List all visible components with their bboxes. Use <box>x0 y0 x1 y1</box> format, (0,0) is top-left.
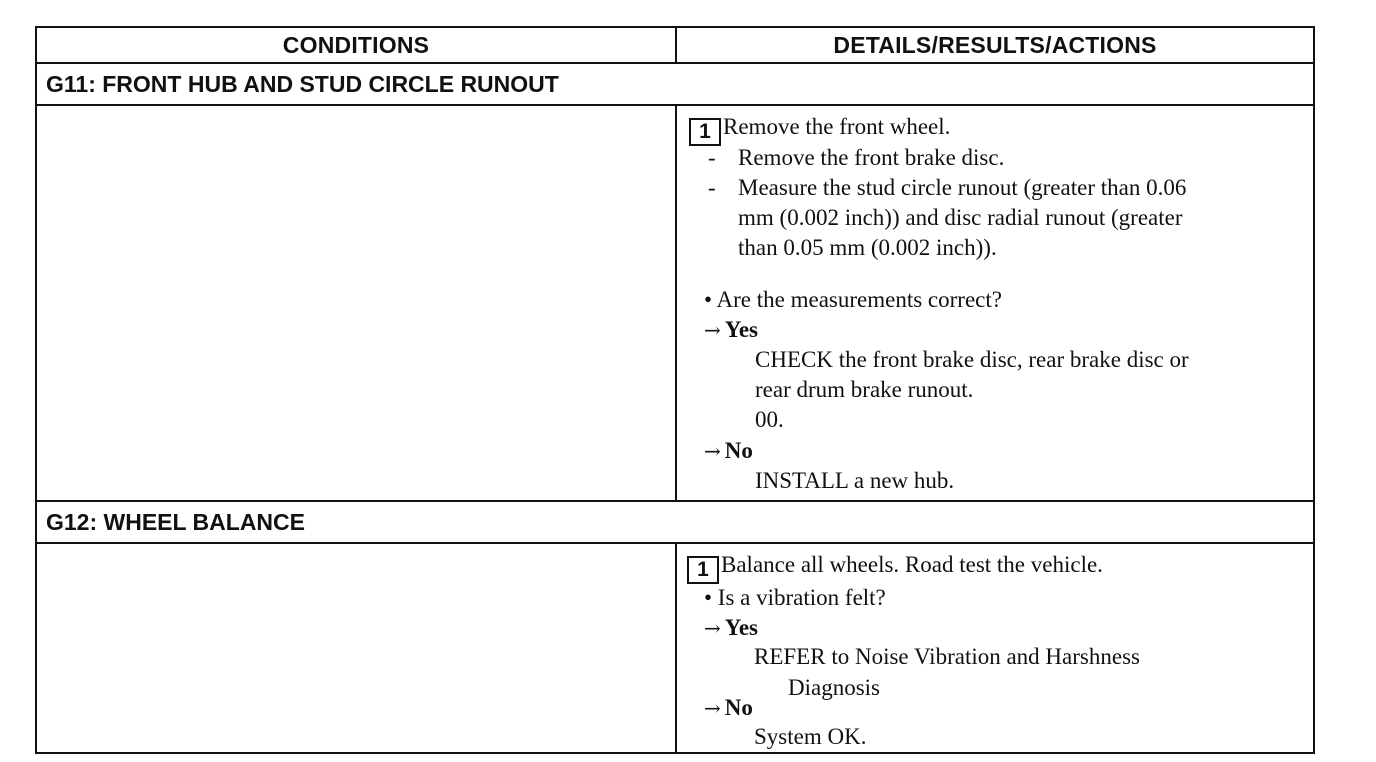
g11-substep-1-text: Remove the front brake disc. <box>738 145 1005 170</box>
g11-question: • Are the measurements correct? <box>704 287 1002 312</box>
g11-substep-1 <box>708 143 1004 173</box>
g11-conditions-cell <box>37 106 677 500</box>
g11-yes-line-2: rear drum brake runout. <box>755 377 974 402</box>
g12-step-text: Balance all wheels. Road test the vehicle. <box>721 552 1103 577</box>
g11-substep-2 <box>708 173 1186 203</box>
g11-no-branch <box>704 436 753 466</box>
dash-bullet: - <box>708 145 716 170</box>
diagnostic-table <box>35 26 1315 754</box>
conditions-column-header: CONDITIONS <box>37 28 677 62</box>
g11-step-text: Remove the front wheel. <box>723 114 951 139</box>
g11-details-cell <box>677 106 1313 500</box>
g11-no-label: No <box>724 438 753 463</box>
g12-yes-line-2: Diagnosis <box>788 675 880 700</box>
g12-yes-branch <box>704 613 758 643</box>
g12-question: • Is a vibration felt? <box>704 585 886 610</box>
g11-yes-line-1: CHECK the front brake disc, rear brake disc or <box>755 347 1189 372</box>
g12-section-body <box>37 544 1313 754</box>
g11-step-1 <box>689 112 950 146</box>
g12-yes-line-1: REFER to Noise Vibration and Harshness <box>754 644 1140 669</box>
g12-no-line-1: System OK. <box>754 724 867 749</box>
g12-no-branch <box>704 693 753 723</box>
step-number-box: 1 <box>687 556 719 584</box>
g11-section-title: G11: FRONT HUB AND STUD CIRCLE RUNOUT <box>37 64 1313 106</box>
g12-details-cell <box>677 544 1313 754</box>
dash-bullet: - <box>708 175 716 200</box>
g12-section-title: G12: WHEEL BALANCE <box>37 500 1313 544</box>
details-column-header: DETAILS/RESULTS/ACTIONS <box>833 32 1157 58</box>
arrow-right-icon: → <box>704 616 721 640</box>
g12-step-1 <box>687 550 1103 584</box>
g11-yes-line-3: 00. <box>755 407 784 432</box>
arrow-right-icon: → <box>704 439 721 463</box>
g11-yes-branch <box>704 315 758 345</box>
g11-section-body <box>37 106 1313 500</box>
g11-substep-2-line-3: than 0.05 mm (0.002 inch)). <box>738 235 997 260</box>
g11-no-line-1: INSTALL a new hub. <box>755 468 955 493</box>
table-header-row <box>37 28 1313 64</box>
g11-substep-2-line-2: mm (0.002 inch)) and disc radial runout (greater <box>738 205 1183 230</box>
g11-substep-2-line-1: Measure the stud circle runout (greater than 0.06 <box>738 175 1187 200</box>
g12-yes-label: Yes <box>724 615 758 640</box>
arrow-right-icon: → <box>704 318 721 342</box>
g12-no-label: No <box>724 695 753 720</box>
arrow-right-icon: → <box>704 696 721 720</box>
g11-yes-label: Yes <box>724 317 758 342</box>
g12-conditions-cell <box>37 544 677 754</box>
step-number-box: 1 <box>689 118 721 146</box>
